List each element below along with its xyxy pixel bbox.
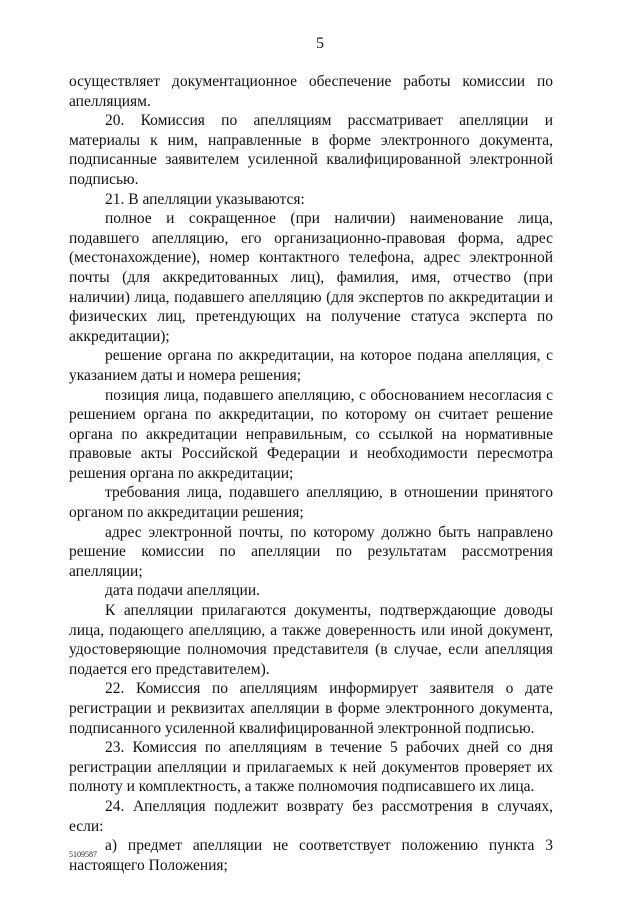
document-body [69,72,553,875]
paragraph: 21. В апелляции указываются: [105,190,305,208]
paragraph: а) предмет апелляции не соответствует положению пункта 3 настоящего Положения; [69,837,553,874]
paragraph: осуществляет документационное обеспечение работы комиссии по апелляциям. [69,73,553,110]
paragraph: 22. Комиссия по апелляциям информирует заявителя о дате регистрации и реквизитах апелляции в форме электронного документа, подписанного усиленной квалифицированной электронной подписью. [69,680,553,737]
document-code: 5109587 [69,850,97,859]
paragraph: адрес электронной почты, по которому должно быть направлено решение комиссии по апелляции по результатам рассмотрения апелляции; [69,523,553,580]
paragraph: 23. Комиссия по апелляциям в течение 5 рабочих дней со дня регистрации апелляции и прилагаемых к ней документов проверяет их полноту и комплектность, а также полномочия подписавшего их лица. [69,739,553,796]
paragraph: требования лица, подавшего апелляцию, в отношении принятого органом по аккредитации решения; [69,484,553,522]
paragraph: К апелляции прилагаются документы, подтверждающие доводы лица, подающего апелляцию, а также доверенность или иной документ, удостоверяющие полномочия представителя (в случае, если апелляция подается его представителем). [69,602,553,678]
paragraph: дата подачи апелляции. [105,582,260,600]
paragraph: 24. Апелляция подлежит возврату без рассмотрения в случаях, если: [69,797,553,835]
paragraph: позиция лица, подавшего апелляцию, с обоснованием несогласия с решением органа по аккредитации, по которому он считает решение органа по аккредитации неправильным, со ссылкой на нормативные правовые акты Российской Федерации и необходимости пересмотра решения органа по аккредитации; [69,386,553,482]
paragraph: 20. Комиссия по апелляциям рассматривает апелляции и материалы к ним, направленные в форме электронного документа, подписанные заявителем усиленной квалифицированной электронной подписью. [69,112,553,188]
paragraph: полное и сокращенное (при наличии) наименование лица, подавшего апелляцию, его организационно-правовая форма, адрес (местонахождение), номер контактного телефона, адрес электронной почты (для аккредитованных лиц), фамилия, имя, отчество (при наличии) лица, подавшего апелляцию (для экспертов по аккредитации и физических лиц, претендующих на получение статуса эксперта по аккредитации); [69,210,553,345]
paragraph: решение органа по аккредитации, на которое подана апелляция, с указанием даты и номера решения; [69,347,553,384]
page-number: 5 [316,35,324,52]
